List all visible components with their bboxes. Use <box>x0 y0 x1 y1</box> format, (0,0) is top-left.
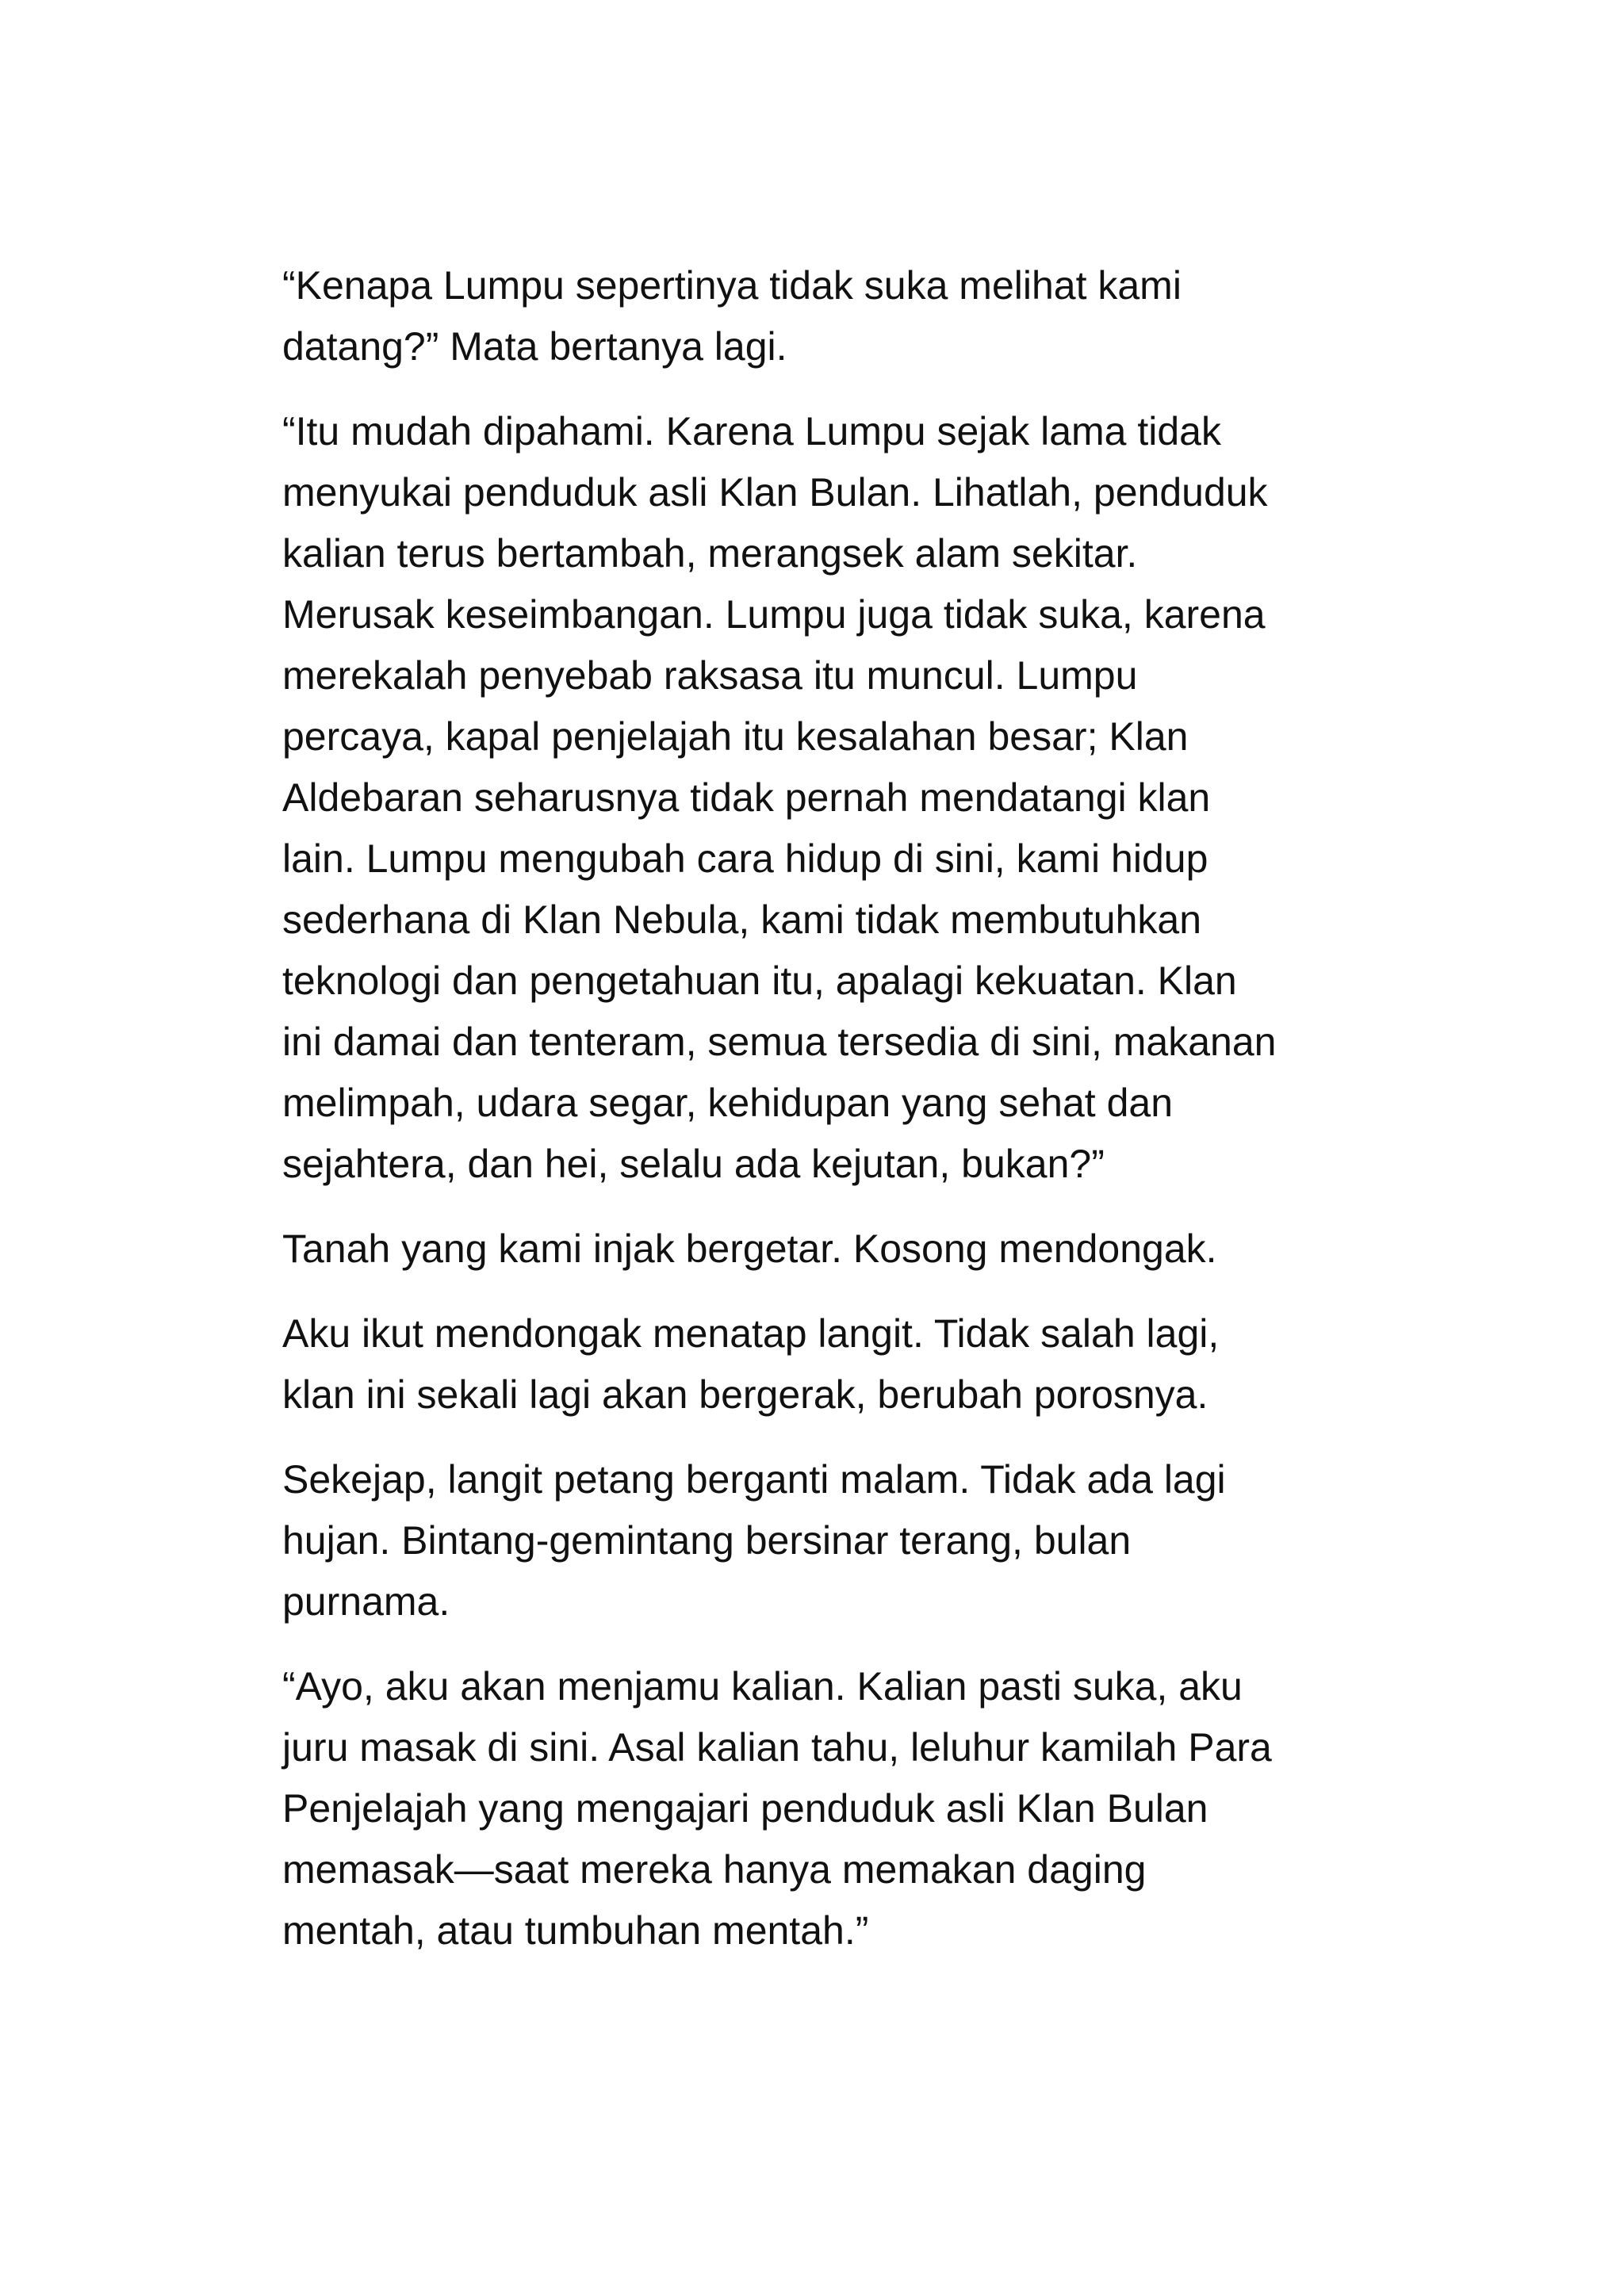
text-line: kalian terus bertambah, merangsek alam sekitar. <box>282 531 1138 576</box>
text-line: lain. Lumpu mengubah cara hidup di sini, kami hidup <box>282 836 1208 881</box>
paragraph-1 <box>282 255 1392 377</box>
text-line: klan ini sekali lagi akan bergerak, berubah porosnya. <box>282 1372 1208 1417</box>
page-body-text <box>282 255 1392 1985</box>
text-line: merekalah penyebab raksasa itu muncul. Lumpu <box>282 653 1138 698</box>
paragraph-6 <box>282 1656 1392 1961</box>
text-line: purnama. <box>282 1579 450 1624</box>
text-line: Penjelajah yang mengajari penduduk asli Klan Bulan <box>282 1786 1208 1831</box>
paragraph-2 <box>282 401 1392 1195</box>
text-line: “Ayo, aku akan menjamu kalian. Kalian pasti suka, aku <box>282 1664 1243 1709</box>
text-line: mentah, atau tumbuhan mentah.” <box>282 1908 869 1953</box>
text-line: hujan. Bintang-gemintang bersinar terang, bulan <box>282 1518 1132 1563</box>
text-line: juru masak di sini. Asal kalian tahu, leluhur kamilah Para <box>282 1725 1272 1770</box>
text-line: Aldebaran seharusnya tidak pernah mendatangi klan <box>282 775 1211 820</box>
text-line: datang?” Mata bertanya lagi. <box>282 324 787 369</box>
text-line: Aku ikut mendongak menatap langit. Tidak salah lagi, <box>282 1311 1220 1356</box>
text-line: Sekejap, langit petang berganti malam. Tidak ada lagi <box>282 1457 1226 1502</box>
paragraph-5 <box>282 1449 1392 1632</box>
text-line: menyukai penduduk asli Klan Bulan. Lihatlah, penduduk <box>282 470 1268 515</box>
text-line: percaya, kapal penjelajah itu kesalahan besar; Klan <box>282 714 1189 759</box>
text-line: Tanah yang kami injak bergetar. Kosong mendongak. <box>282 1226 1217 1271</box>
text-line: sejahtera, dan hei, selalu ada kejutan, bukan?” <box>282 1142 1105 1186</box>
paragraph-4 <box>282 1303 1392 1425</box>
text-line: teknologi dan pengetahuan itu, apalagi kekuatan. Klan <box>282 959 1237 1003</box>
text-line: “Itu mudah dipahami. Karena Lumpu sejak lama tidak <box>282 409 1221 453</box>
text-line: sederhana di Klan Nebula, kami tidak membutuhkan <box>282 897 1202 942</box>
text-line: “Kenapa Lumpu sepertinya tidak suka melihat kami <box>282 263 1182 308</box>
text-line: memasak—saat mereka hanya memakan daging <box>282 1847 1147 1892</box>
text-line: Merusak keseimbangan. Lumpu juga tidak suka, karena <box>282 592 1266 637</box>
text-line: melimpah, udara segar, kehidupan yang sehat dan <box>282 1081 1173 1125</box>
text-line: ini damai dan tenteram, semua tersedia di sini, makanan <box>282 1020 1277 1064</box>
paragraph-3 <box>282 1219 1392 1280</box>
